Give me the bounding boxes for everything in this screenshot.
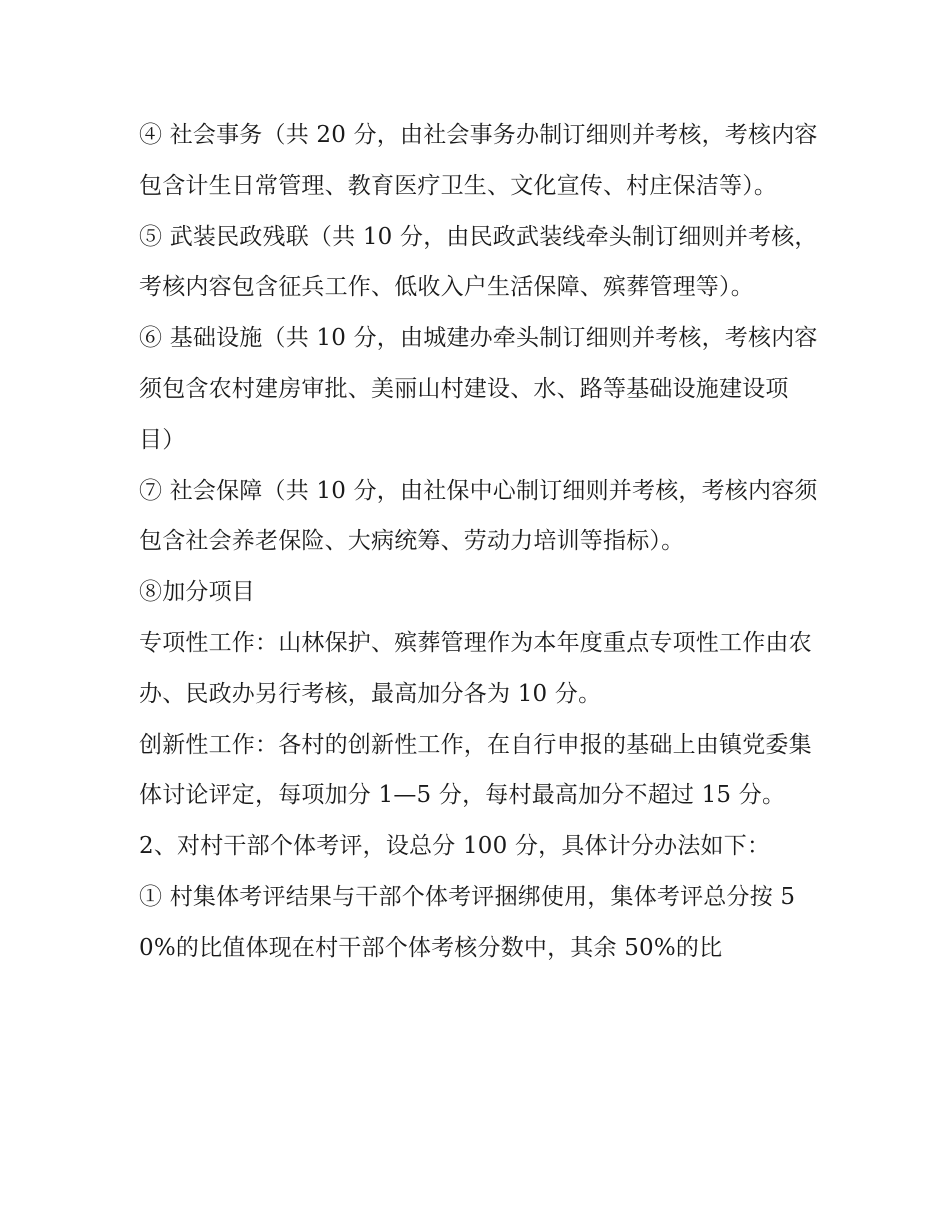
paragraph-collective-binding: ① 村集体考评结果与干部个体考评捆绑使用，集体考评总分按 50%的比值体现在村干部个体考核分数中，其余 50%的比: [139, 883, 796, 961]
paragraph-infrastructure: ⑥ 基础设施（共 10 分，由城建办牵头制订细则并考核，考核内容须包含农村建房审批、美丽山村建设、水、路等基础设施建设项目）: [139, 325, 818, 453]
paragraph-innovative-work: 创新性工作：各村的创新性工作，在自行申报的基础上由镇党委集体讨论评定，每项加分 1—5 分，每村最高加分不超过 15 分。: [139, 731, 812, 809]
paragraph-social-security: ⑦ 社会保障（共 10 分，由社保中心制订细则并考核，考核内容须包含社会养老保险、大病统筹、劳动力培训等指标）。: [139, 477, 818, 555]
paragraph-social-affairs: ④ 社会事务（共 20 分，由社会事务办制订细则并考核，考核内容包含计生日常管理、教育医疗卫生、文化宣传、村庄保洁等）。: [139, 122, 818, 199]
paragraph-bonus-items-heading: ⑧加分项目: [139, 579, 255, 606]
document-body: [139, 110, 819, 974]
paragraph-armed-civil-affairs: ⑤ 武装民政残联（共 10 分，由民政武装线牵头制订细则并考核，考核内容包含征兵工作、低收入户生活保障、殡葬管理等）。: [139, 223, 818, 301]
paragraph-cadre-evaluation: 2、对村干部个体考评，设总分 100 分，具体计分办法如下：: [139, 833, 771, 860]
paragraph-special-work: 专项性工作：山林保护、殡葬管理作为本年度重点专项性工作由农办、民政办另行考核，最高加分各为 10 分。: [139, 629, 812, 707]
